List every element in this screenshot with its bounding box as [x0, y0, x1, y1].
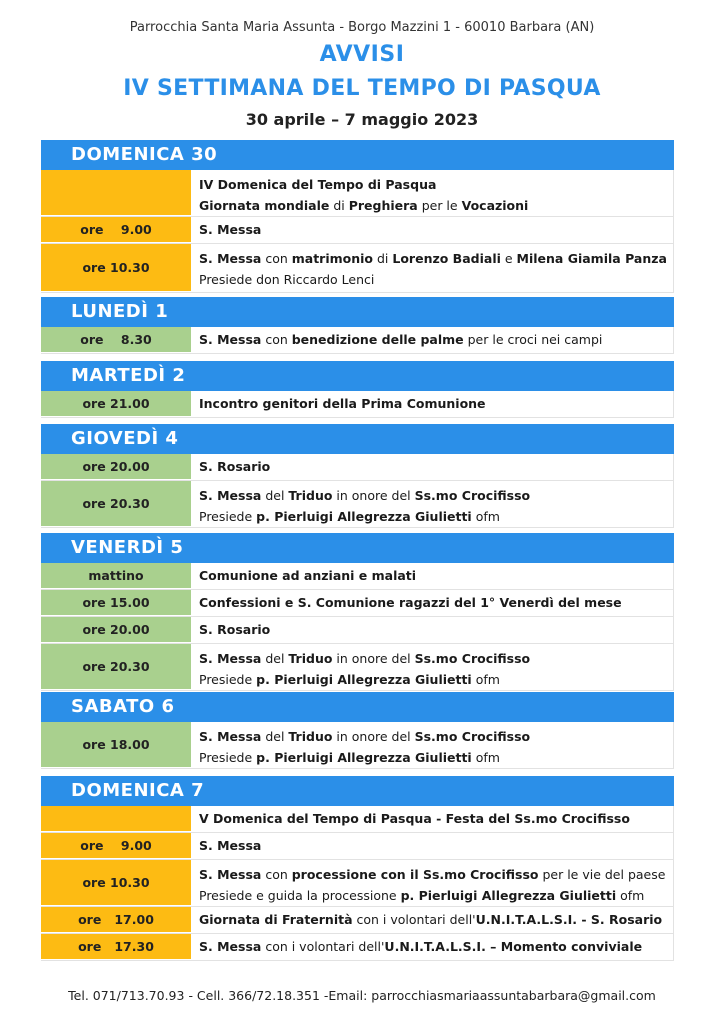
schedule-row [41, 217, 674, 244]
bold-text: S. Messa [199, 867, 262, 882]
bold-text: S. Messa [199, 222, 262, 237]
bold-text: Triduo [288, 488, 333, 503]
bold-text: p. Pierluigi Allegrezza Giulietti [256, 750, 472, 765]
date-range: 30 aprile – 7 maggio 2023 [245, 110, 479, 129]
text: Presiede don Riccardo Lenci [199, 272, 375, 287]
text: con [261, 867, 292, 882]
schedule-row [41, 590, 674, 617]
event-description [191, 244, 675, 292]
bold-text: S. Rosario [199, 459, 271, 474]
time-cell [41, 170, 191, 216]
description-line [199, 726, 665, 747]
text: e [500, 251, 517, 266]
text: ofm [471, 672, 500, 687]
bold-text: U.N.I.T.A.L.S.I. – Momento conviviale [384, 939, 643, 954]
schedule-row [41, 806, 674, 833]
time-cell [41, 806, 191, 832]
schedule-row [41, 934, 674, 961]
schedule-row [41, 644, 674, 691]
schedule-row [41, 833, 674, 860]
time-cell: ore 20.00 [41, 454, 191, 480]
parish-address: Parrocchia Santa Maria Assunta - Borgo Mazzini 1 - 60010 Barbara (AN) [129, 20, 595, 35]
event-description [191, 617, 673, 643]
time-cell: mattino [41, 563, 191, 589]
time-cell: ore 9.00 [41, 833, 191, 859]
schedule-row [41, 244, 674, 293]
day-header: GIOVEDÌ 4 [41, 424, 674, 454]
event-description [191, 907, 673, 933]
bold-text: Milena Giamila Panza [516, 251, 667, 266]
event-description [191, 170, 673, 216]
text: con i volontari dell' [261, 939, 385, 954]
time-cell: ore 10.30 [41, 244, 191, 292]
day-header: LUNEDÌ 1 [41, 297, 674, 327]
event-description [191, 934, 673, 960]
day-block-venerdi-5 [41, 533, 674, 691]
event-description [191, 391, 673, 417]
description-line [199, 909, 665, 930]
bold-text: Ss.mo Crocifisso [414, 729, 531, 744]
text: del [261, 488, 289, 503]
time-cell: ore 17.00 [41, 907, 191, 933]
text: per le vie del paese [538, 867, 666, 882]
text: ofm [471, 509, 500, 524]
page-title: AVVISI [319, 42, 405, 67]
bold-text: S. Messa [199, 838, 262, 853]
description-line [199, 269, 667, 290]
bold-text: matrimonio [291, 251, 374, 266]
time-cell: ore 9.00 [41, 217, 191, 243]
schedule-row [41, 563, 674, 590]
description-line [199, 219, 665, 240]
bold-text: S. Messa [199, 729, 262, 744]
day-block-martedi-2 [41, 361, 674, 418]
bold-text: p. Pierluigi Allegrezza Giulietti [256, 672, 472, 687]
description-line [199, 835, 665, 856]
text: con [261, 251, 292, 266]
time-cell: ore 17.30 [41, 934, 191, 960]
time-cell: ore 8.30 [41, 327, 191, 353]
bold-text: Giornata mondiale [199, 198, 330, 213]
day-block-lunedi-1 [41, 297, 674, 354]
event-description [191, 860, 673, 906]
description-line [199, 592, 665, 613]
description-line [199, 393, 665, 414]
time-cell: ore 20.30 [41, 644, 191, 690]
day-header: VENERDÌ 5 [41, 533, 674, 563]
schedule-row [41, 391, 674, 418]
bold-text: S. Messa [199, 332, 262, 347]
bold-text: V Domenica del Tempo di Pasqua - Festa del Ss.mo Crocifisso [199, 811, 630, 826]
bold-text: Ss.mo Crocifisso [414, 651, 531, 666]
text: del [261, 729, 289, 744]
text: di [329, 198, 349, 213]
bold-text: S. Messa [199, 488, 262, 503]
text: ofm [616, 888, 645, 903]
description-line [199, 936, 665, 957]
event-description [191, 644, 673, 690]
description-line [199, 747, 665, 768]
text: in onore del [332, 488, 415, 503]
description-line [199, 485, 665, 506]
description-line [199, 506, 665, 527]
bold-text: benedizione delle palme [291, 332, 464, 347]
bold-text: processione con il Ss.mo Crocifisso [291, 867, 539, 882]
description-line [199, 248, 667, 269]
time-cell: ore 15.00 [41, 590, 191, 616]
time-cell: ore 18.00 [41, 722, 191, 768]
description-line [199, 565, 665, 586]
bold-text: Triduo [288, 651, 333, 666]
event-description [191, 327, 673, 353]
day-header: DOMENICA 30 [41, 140, 674, 170]
time-cell: ore 20.30 [41, 481, 191, 527]
description-line [199, 808, 665, 829]
event-description [191, 454, 673, 480]
day-header: SABATO 6 [41, 692, 674, 722]
text: con i volontari dell' [352, 912, 476, 927]
day-header: DOMENICA 7 [41, 776, 674, 806]
schedule-row [41, 860, 674, 907]
description-line [199, 864, 665, 885]
text: del [261, 651, 289, 666]
day-block-domenica-30 [41, 140, 674, 293]
text: Presiede [199, 672, 257, 687]
bold-text: Giornata di Fraternità [199, 912, 353, 927]
schedule-row [41, 722, 674, 769]
schedule-row [41, 170, 674, 217]
bold-text: p. Pierluigi Allegrezza Giulietti [256, 509, 472, 524]
description-line [199, 456, 665, 477]
day-block-sabato-6 [41, 692, 674, 769]
text: per le [417, 198, 462, 213]
bold-text: S. Rosario [199, 622, 271, 637]
bold-text: S. Messa [199, 651, 262, 666]
time-cell: ore 21.00 [41, 391, 191, 417]
bold-text: Preghiera [348, 198, 418, 213]
event-description [191, 563, 673, 589]
text: Presiede [199, 509, 257, 524]
event-description [191, 217, 673, 243]
bold-text: IV Domenica del Tempo di Pasqua [199, 177, 437, 192]
description-line [199, 669, 665, 690]
bold-text: Vocazioni [461, 198, 529, 213]
schedule-row [41, 617, 674, 644]
week-title: IV SETTIMANA DEL TEMPO DI PASQUA [123, 76, 601, 101]
bold-text: Confessioni e S. Comunione ragazzi del 1° Venerdì del mese [199, 595, 622, 610]
text: per le croci nei campi [463, 332, 603, 347]
text: Presiede e guida la processione [199, 888, 401, 903]
bold-text: Comunione ad anziani e malati [199, 568, 417, 583]
description-line [199, 648, 665, 669]
description-line [199, 619, 665, 640]
description-line [199, 174, 665, 195]
schedule-row [41, 907, 674, 934]
event-description [191, 590, 673, 616]
time-cell: ore 10.30 [41, 860, 191, 906]
bold-text: Lorenzo Badiali [392, 251, 501, 266]
time-cell: ore 20.00 [41, 617, 191, 643]
day-block-giovedi-4 [41, 424, 674, 528]
text: Presiede [199, 750, 257, 765]
text: in onore del [332, 651, 415, 666]
event-description [191, 722, 673, 768]
bold-text: S. Messa [199, 251, 262, 266]
bold-text: S. Messa [199, 939, 262, 954]
contact-footer: Tel. 071/713.70.93 - Cell. 366/72.18.351 -Email: parrocchiasmariaassuntabarbara@gmail.com [68, 988, 656, 1003]
description-line [199, 885, 665, 906]
event-description [191, 481, 673, 527]
bold-text: Ss.mo Crocifisso [414, 488, 531, 503]
text: ofm [471, 750, 500, 765]
bold-text: U.N.I.T.A.L.S.I. - S. Rosario [475, 912, 663, 927]
schedule-row [41, 327, 674, 354]
event-description [191, 833, 673, 859]
text: di [373, 251, 393, 266]
day-block-domenica-7 [41, 776, 674, 961]
bold-text: p. Pierluigi Allegrezza Giulietti [400, 888, 617, 903]
day-header: MARTEDÌ 2 [41, 361, 674, 391]
schedule-row [41, 454, 674, 481]
bold-text: Triduo [288, 729, 333, 744]
schedule-row [41, 481, 674, 528]
text: con [261, 332, 292, 347]
description-line [199, 329, 665, 350]
event-description [191, 806, 673, 832]
text: in onore del [332, 729, 415, 744]
bold-text: Incontro genitori della Prima Comunione [199, 396, 486, 411]
description-line [199, 195, 665, 216]
